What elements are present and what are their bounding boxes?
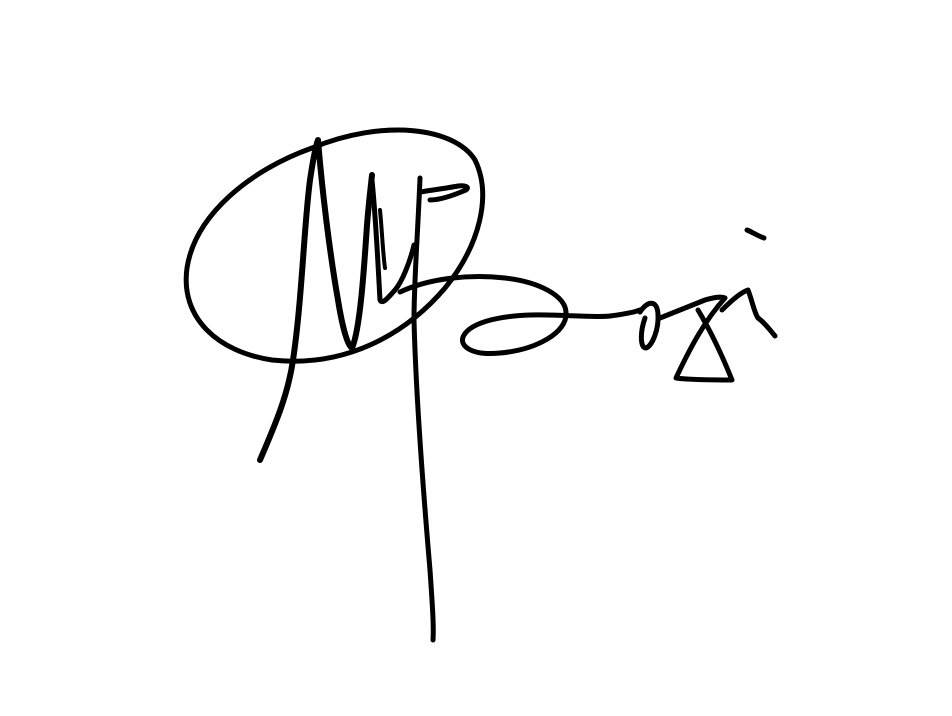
- signature-inner-hook: [380, 210, 385, 268]
- signature-small-loop: [640, 303, 658, 348]
- signature-dot: [747, 230, 764, 238]
- signature-oval-stroke: [186, 130, 482, 361]
- signature-cross-stroke: [420, 186, 467, 200]
- signature-final-stroke: [722, 290, 775, 336]
- signature-vertical-stem: [414, 178, 433, 640]
- signature-first-letter-stroke: [260, 140, 372, 460]
- signature-inner-stroke: [372, 180, 414, 302]
- signature-lower-loop: [400, 277, 640, 354]
